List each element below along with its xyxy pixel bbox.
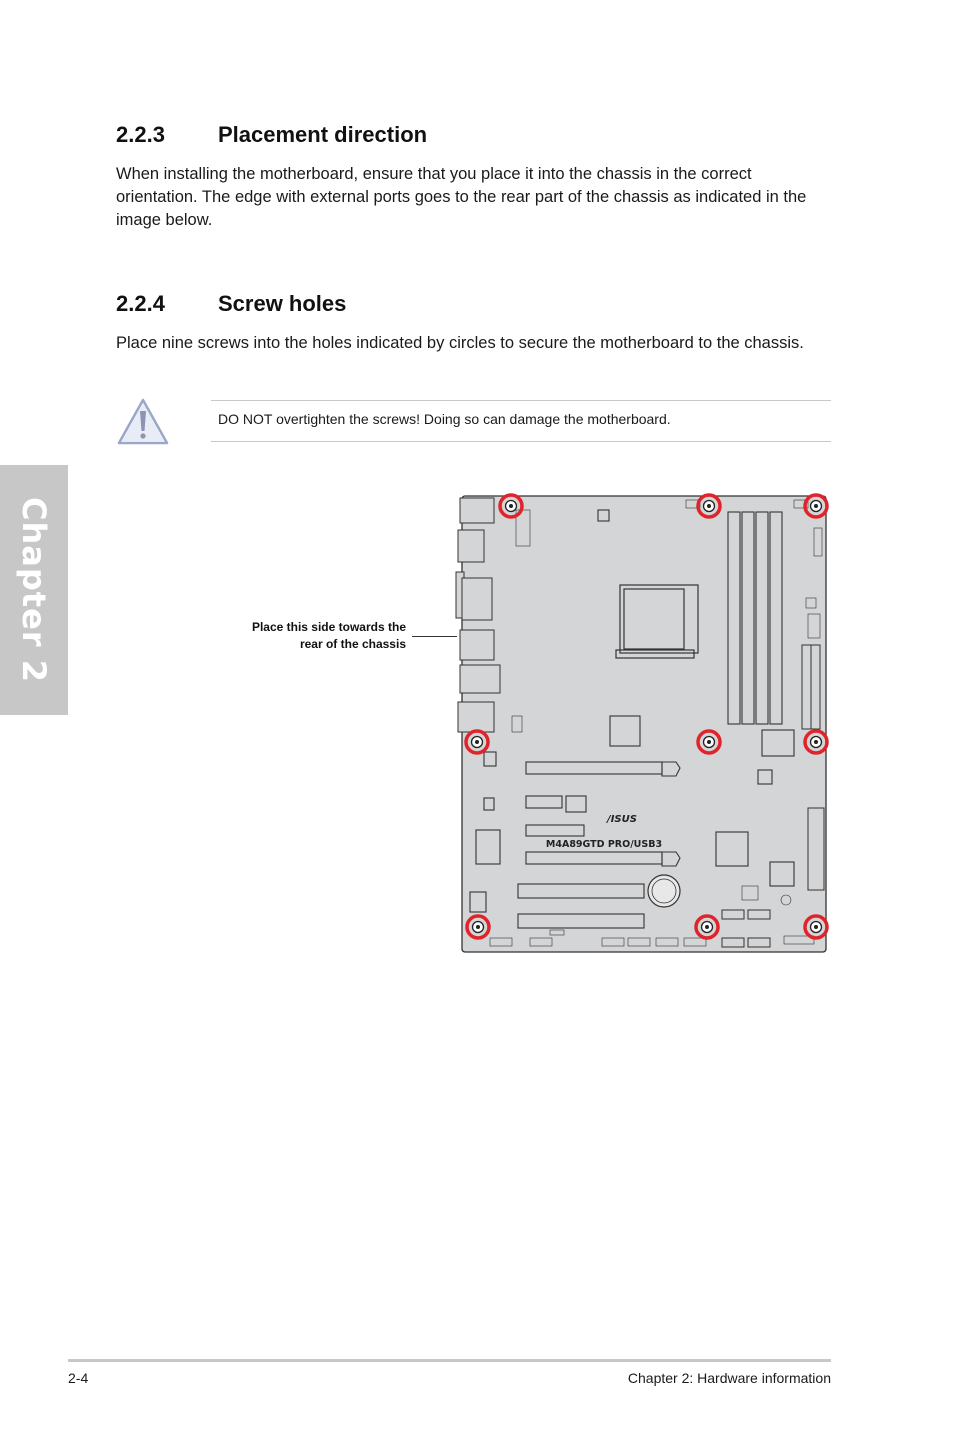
section-heading-placement (116, 122, 427, 148)
callout-leader-line (412, 636, 457, 637)
footer-chapter-title: Chapter 2: Hardware information (627, 1370, 831, 1386)
screw-holes-paragraph: Place nine screws into the holes indicated by circles to secure the motherboard to the chassis. (116, 334, 804, 352)
rear-side-callout: Place this side towards the rear of the chassis (251, 620, 406, 651)
brand-logo: /ISUS (607, 814, 637, 825)
chapter-side-tab (0, 465, 68, 715)
placement-paragraph: When installing the motherboard, ensure that you place it into the chassis in the correct orientation. The edge with external ports goes to the rear part of the chassis as indicated in the image below. (116, 165, 807, 229)
section-title: Screw holes (218, 291, 347, 316)
caution-note (211, 400, 831, 442)
section-number: 2.2.4 (116, 291, 165, 316)
caution-note-text: DO NOT overtighten the screws! Doing so can damage the motherboard. (218, 411, 671, 427)
section-number: 2.2.3 (116, 122, 165, 147)
motherboard-diagram (454, 490, 834, 960)
footer-rule (68, 1359, 831, 1362)
model-label: M4A89GTD PRO/USB3 (545, 839, 663, 850)
cmos-battery (648, 875, 680, 907)
section-heading-screw-holes (116, 291, 346, 317)
chapter-tab-label: Chapter 2 (15, 497, 53, 683)
footer-page-number: 2-4 (68, 1370, 89, 1386)
section-title: Placement direction (218, 122, 428, 147)
warning-triangle-icon (116, 397, 170, 447)
